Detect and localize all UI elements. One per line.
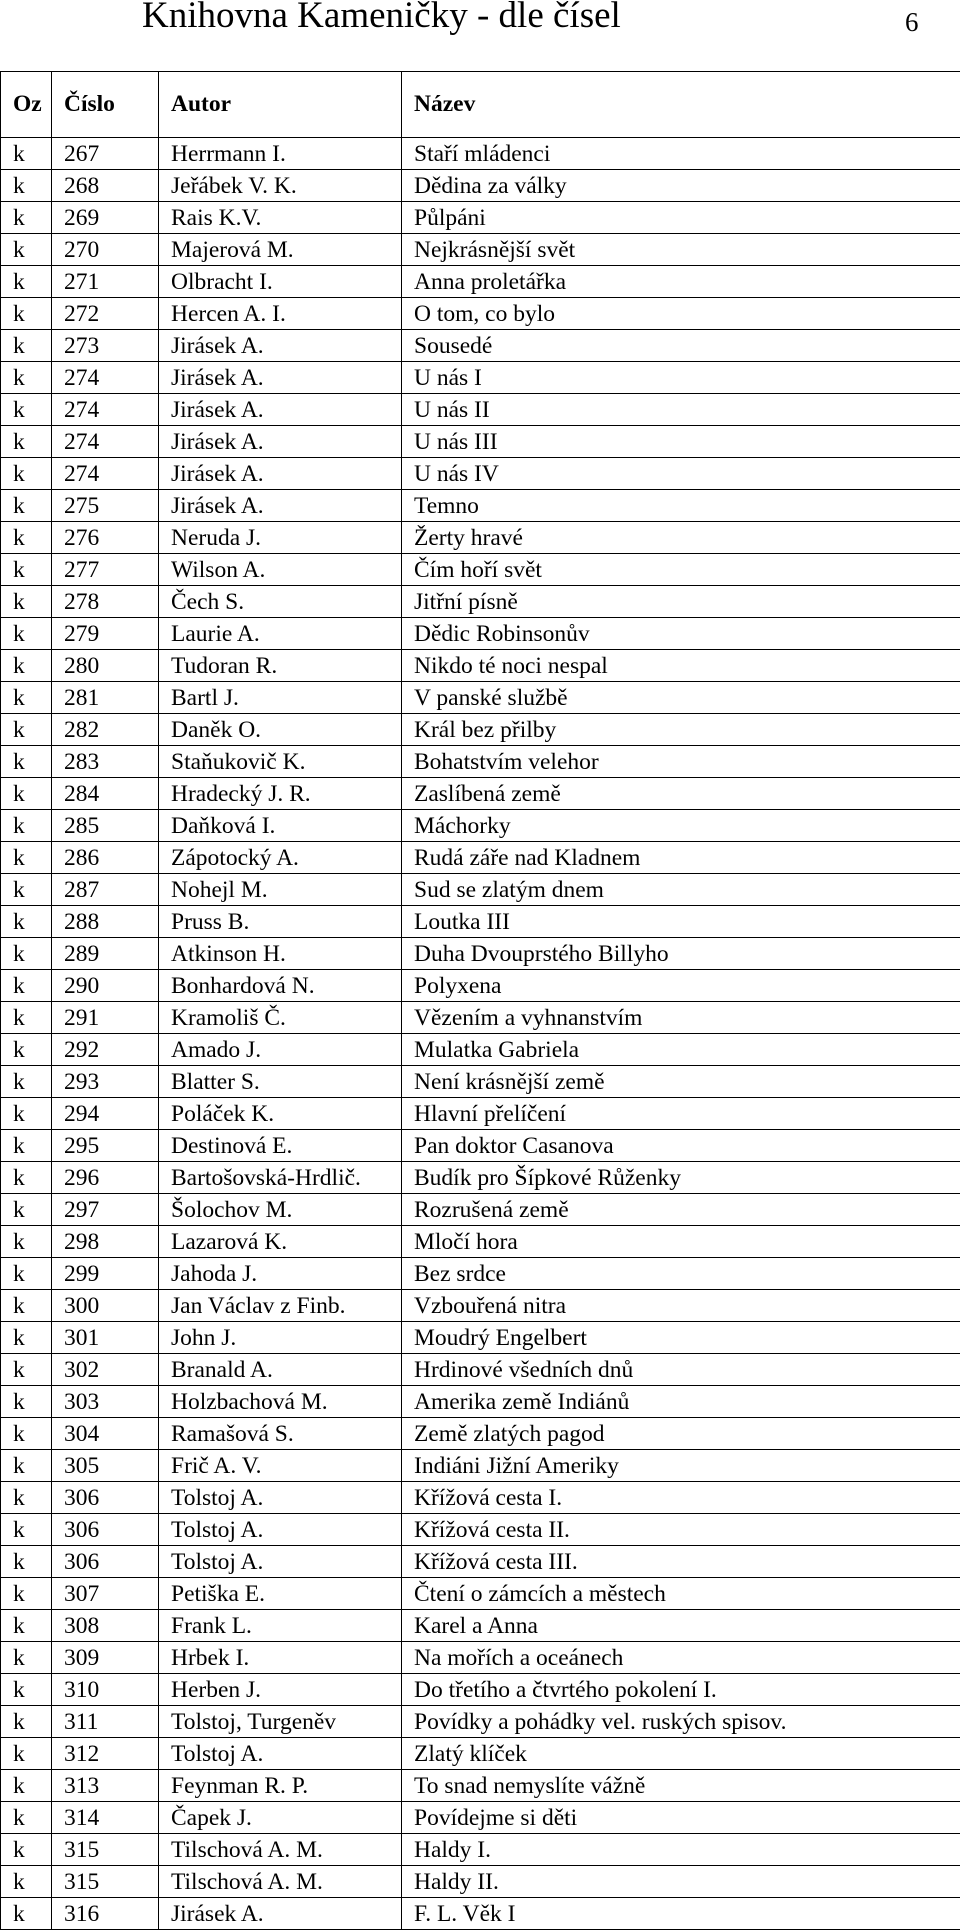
table-row xyxy=(1,970,960,1002)
table-row xyxy=(1,1482,960,1514)
cell-autor: Ramašová S. xyxy=(159,1418,402,1450)
cell-autor: Jirásek A. xyxy=(159,490,402,522)
cell-cislo: 274 xyxy=(52,426,159,458)
cell-autor: Jeřábek V. K. xyxy=(159,170,402,202)
cell-autor: Tolstoj A. xyxy=(159,1738,402,1770)
table-row xyxy=(1,234,960,266)
cell-oz: k xyxy=(1,266,52,298)
cell-oz: k xyxy=(1,746,52,778)
table-row xyxy=(1,810,960,842)
table-row xyxy=(1,1194,960,1226)
cell-nazev: Polyxena xyxy=(402,970,960,1002)
cell-nazev: Staří mládenci xyxy=(402,138,960,170)
cell-nazev: O tom, co bylo xyxy=(402,298,960,330)
cell-autor: Bartošovská-Hrdlič. xyxy=(159,1162,402,1194)
cell-cislo: 274 xyxy=(52,362,159,394)
cell-autor: Petiška E. xyxy=(159,1578,402,1610)
cell-nazev: U nás II xyxy=(402,394,960,426)
cell-oz: k xyxy=(1,1546,52,1578)
table-row xyxy=(1,1322,960,1354)
cell-autor: Herrmann I. xyxy=(159,138,402,170)
cell-autor: Daněk O. xyxy=(159,714,402,746)
table-row xyxy=(1,1450,960,1482)
cell-oz: k xyxy=(1,362,52,394)
cell-autor: Neruda J. xyxy=(159,522,402,554)
table-row xyxy=(1,394,960,426)
cell-cislo: 312 xyxy=(52,1738,159,1770)
cell-oz: k xyxy=(1,1770,52,1802)
cell-nazev: Dědic Robinsonův xyxy=(402,618,960,650)
cell-autor: Tolstoj A. xyxy=(159,1514,402,1546)
table-row xyxy=(1,906,960,938)
cell-autor: Destinová E. xyxy=(159,1130,402,1162)
table-row xyxy=(1,1802,960,1834)
cell-nazev: Křížová cesta II. xyxy=(402,1514,960,1546)
cell-oz: k xyxy=(1,394,52,426)
cell-autor: Jirásek A. xyxy=(159,362,402,394)
cell-cislo: 297 xyxy=(52,1194,159,1226)
table-row xyxy=(1,1770,960,1802)
cell-oz: k xyxy=(1,1162,52,1194)
cell-cislo: 282 xyxy=(52,714,159,746)
cell-autor: Zápotocký A. xyxy=(159,842,402,874)
cell-autor: Tolstoj, Turgeněv xyxy=(159,1706,402,1738)
cell-nazev: Hrdinové všedních dnů xyxy=(402,1354,960,1386)
cell-autor: Pruss B. xyxy=(159,906,402,938)
cell-autor: Wilson A. xyxy=(159,554,402,586)
cell-autor: Poláček K. xyxy=(159,1098,402,1130)
cell-autor: Bartl J. xyxy=(159,682,402,714)
cell-cislo: 291 xyxy=(52,1002,159,1034)
cell-autor: Rais K.V. xyxy=(159,202,402,234)
cell-nazev: Mulatka Gabriela xyxy=(402,1034,960,1066)
cell-cislo: 285 xyxy=(52,810,159,842)
cell-cislo: 298 xyxy=(52,1226,159,1258)
cell-autor: Atkinson H. xyxy=(159,938,402,970)
cell-oz: k xyxy=(1,458,52,490)
cell-oz: k xyxy=(1,1258,52,1290)
cell-nazev: Král bez přilby xyxy=(402,714,960,746)
cell-cislo: 278 xyxy=(52,586,159,618)
cell-nazev: Dědina za války xyxy=(402,170,960,202)
cell-cislo: 306 xyxy=(52,1546,159,1578)
cell-oz: k xyxy=(1,490,52,522)
header-oz: Oz xyxy=(1,72,52,138)
cell-oz: k xyxy=(1,586,52,618)
cell-oz: k xyxy=(1,1354,52,1386)
cell-cislo: 275 xyxy=(52,490,159,522)
cell-nazev: Do třetího a čtvrtého pokolení I. xyxy=(402,1674,960,1706)
table-row xyxy=(1,714,960,746)
table-row xyxy=(1,1834,960,1866)
cell-autor: Branald A. xyxy=(159,1354,402,1386)
cell-oz: k xyxy=(1,202,52,234)
cell-oz: k xyxy=(1,1226,52,1258)
cell-oz: k xyxy=(1,714,52,746)
table-row xyxy=(1,938,960,970)
cell-nazev: Křížová cesta III. xyxy=(402,1546,960,1578)
cell-cislo: 284 xyxy=(52,778,159,810)
cell-oz: k xyxy=(1,1642,52,1674)
cell-cislo: 269 xyxy=(52,202,159,234)
table-row xyxy=(1,1898,960,1930)
cell-autor: John J. xyxy=(159,1322,402,1354)
table-row xyxy=(1,842,960,874)
table-row xyxy=(1,1546,960,1578)
table-row xyxy=(1,874,960,906)
cell-autor: Hrbek I. xyxy=(159,1642,402,1674)
cell-autor: Jirásek A. xyxy=(159,394,402,426)
cell-oz: k xyxy=(1,1674,52,1706)
cell-nazev: Rozrušená země xyxy=(402,1194,960,1226)
cell-cislo: 309 xyxy=(52,1642,159,1674)
cell-nazev: V panské službě xyxy=(402,682,960,714)
cell-cislo: 268 xyxy=(52,170,159,202)
cell-autor: Olbracht I. xyxy=(159,266,402,298)
cell-cislo: 316 xyxy=(52,1898,159,1930)
cell-cislo: 274 xyxy=(52,394,159,426)
cell-cislo: 306 xyxy=(52,1514,159,1546)
cell-cislo: 311 xyxy=(52,1706,159,1738)
cell-cislo: 307 xyxy=(52,1578,159,1610)
cell-nazev: Povídky a pohádky vel. ruských spisov. xyxy=(402,1706,960,1738)
table-row xyxy=(1,1866,960,1898)
cell-cislo: 303 xyxy=(52,1386,159,1418)
cell-autor: Jirásek A. xyxy=(159,426,402,458)
cell-cislo: 276 xyxy=(52,522,159,554)
cell-cislo: 292 xyxy=(52,1034,159,1066)
table-row xyxy=(1,1098,960,1130)
cell-nazev: Anna proletářka xyxy=(402,266,960,298)
cell-nazev: Povídejme si děti xyxy=(402,1802,960,1834)
table-row xyxy=(1,1066,960,1098)
table-row xyxy=(1,746,960,778)
cell-autor: Frank L. xyxy=(159,1610,402,1642)
cell-cislo: 271 xyxy=(52,266,159,298)
table-row xyxy=(1,1002,960,1034)
cell-oz: k xyxy=(1,1866,52,1898)
table-row xyxy=(1,554,960,586)
cell-autor: Jahoda J. xyxy=(159,1258,402,1290)
cell-nazev: Není krásnější země xyxy=(402,1066,960,1098)
cell-autor: Kramoliš Č. xyxy=(159,1002,402,1034)
cell-oz: k xyxy=(1,1130,52,1162)
cell-nazev: U nás III xyxy=(402,426,960,458)
table-row xyxy=(1,650,960,682)
cell-nazev: Budík pro Šípkové Růženky xyxy=(402,1162,960,1194)
cell-cislo: 277 xyxy=(52,554,159,586)
cell-nazev: Zlatý klíček xyxy=(402,1738,960,1770)
cell-autor: Holzbachová M. xyxy=(159,1386,402,1418)
cell-oz: k xyxy=(1,970,52,1002)
cell-oz: k xyxy=(1,1482,52,1514)
cell-nazev: Sud se zlatým dnem xyxy=(402,874,960,906)
cell-oz: k xyxy=(1,554,52,586)
cell-cislo: 294 xyxy=(52,1098,159,1130)
cell-nazev: Čtení o zámcích a městech xyxy=(402,1578,960,1610)
table-body xyxy=(1,138,960,1930)
book-table xyxy=(0,71,960,1930)
cell-autor: Feynman R. P. xyxy=(159,1770,402,1802)
cell-oz: k xyxy=(1,298,52,330)
cell-nazev: Bohatstvím velehor xyxy=(402,746,960,778)
cell-nazev: Vzbouřená nitra xyxy=(402,1290,960,1322)
cell-nazev: Haldy II. xyxy=(402,1866,960,1898)
cell-oz: k xyxy=(1,1098,52,1130)
table-row xyxy=(1,1386,960,1418)
cell-oz: k xyxy=(1,1834,52,1866)
cell-nazev: Zaslíbená země xyxy=(402,778,960,810)
cell-oz: k xyxy=(1,1322,52,1354)
cell-cislo: 283 xyxy=(52,746,159,778)
cell-autor: Tilschová A. M. xyxy=(159,1834,402,1866)
table-row xyxy=(1,1514,960,1546)
cell-cislo: 286 xyxy=(52,842,159,874)
cell-oz: k xyxy=(1,1066,52,1098)
cell-nazev: Jitřní písně xyxy=(402,586,960,618)
cell-cislo: 288 xyxy=(52,906,159,938)
cell-cislo: 273 xyxy=(52,330,159,362)
cell-oz: k xyxy=(1,1738,52,1770)
cell-nazev: Amerika země Indiánů xyxy=(402,1386,960,1418)
table-row xyxy=(1,1354,960,1386)
cell-nazev: Sousedé xyxy=(402,330,960,362)
cell-oz: k xyxy=(1,1418,52,1450)
cell-oz: k xyxy=(1,1290,52,1322)
table-row xyxy=(1,202,960,234)
cell-autor: Hercen A. I. xyxy=(159,298,402,330)
cell-autor: Šolochov M. xyxy=(159,1194,402,1226)
cell-autor: Majerová M. xyxy=(159,234,402,266)
cell-oz: k xyxy=(1,778,52,810)
cell-autor: Jirásek A. xyxy=(159,458,402,490)
cell-cislo: 289 xyxy=(52,938,159,970)
table-row xyxy=(1,1738,960,1770)
header-cislo: Číslo xyxy=(52,72,159,138)
cell-cislo: 293 xyxy=(52,1066,159,1098)
cell-nazev: F. L. Věk I xyxy=(402,1898,960,1930)
cell-nazev: Indiáni Jižní Ameriky xyxy=(402,1450,960,1482)
cell-cislo: 280 xyxy=(52,650,159,682)
cell-autor: Tudoran R. xyxy=(159,650,402,682)
cell-nazev: Vězením a vyhnanstvím xyxy=(402,1002,960,1034)
cell-oz: k xyxy=(1,426,52,458)
cell-oz: k xyxy=(1,810,52,842)
cell-autor: Lazarová K. xyxy=(159,1226,402,1258)
cell-oz: k xyxy=(1,874,52,906)
table-row xyxy=(1,1130,960,1162)
cell-oz: k xyxy=(1,1898,52,1930)
cell-cislo: 281 xyxy=(52,682,159,714)
cell-oz: k xyxy=(1,938,52,970)
cell-nazev: To snad nemyslíte vážně xyxy=(402,1770,960,1802)
cell-cislo: 290 xyxy=(52,970,159,1002)
cell-nazev: Na mořích a oceánech xyxy=(402,1642,960,1674)
table-row xyxy=(1,586,960,618)
cell-autor: Čapek J. xyxy=(159,1802,402,1834)
cell-autor: Amado J. xyxy=(159,1034,402,1066)
cell-nazev: Hlavní přelíčení xyxy=(402,1098,960,1130)
table-row xyxy=(1,1226,960,1258)
cell-nazev: Mločí hora xyxy=(402,1226,960,1258)
table-row xyxy=(1,1610,960,1642)
table-row xyxy=(1,1578,960,1610)
cell-oz: k xyxy=(1,1450,52,1482)
cell-oz: k xyxy=(1,650,52,682)
cell-nazev: U nás IV xyxy=(402,458,960,490)
cell-oz: k xyxy=(1,1034,52,1066)
cell-autor: Jan Václav z Finb. xyxy=(159,1290,402,1322)
cell-autor: Nohejl M. xyxy=(159,874,402,906)
cell-nazev: Máchorky xyxy=(402,810,960,842)
cell-nazev: U nás I xyxy=(402,362,960,394)
table-row xyxy=(1,330,960,362)
cell-cislo: 295 xyxy=(52,1130,159,1162)
cell-nazev: Moudrý Engelbert xyxy=(402,1322,960,1354)
cell-autor: Jirásek A. xyxy=(159,1898,402,1930)
cell-nazev: Duha Dvouprstého Billyho xyxy=(402,938,960,970)
cell-cislo: 305 xyxy=(52,1450,159,1482)
cell-cislo: 315 xyxy=(52,1834,159,1866)
table-row xyxy=(1,426,960,458)
cell-oz: k xyxy=(1,842,52,874)
cell-autor: Čech S. xyxy=(159,586,402,618)
table-row xyxy=(1,1418,960,1450)
header-nazev: Název xyxy=(402,72,960,138)
cell-cislo: 300 xyxy=(52,1290,159,1322)
cell-autor: Bonhardová N. xyxy=(159,970,402,1002)
cell-nazev: Haldy I. xyxy=(402,1834,960,1866)
cell-oz: k xyxy=(1,682,52,714)
cell-oz: k xyxy=(1,522,52,554)
table-row xyxy=(1,778,960,810)
cell-cislo: 272 xyxy=(52,298,159,330)
cell-oz: k xyxy=(1,138,52,170)
table-row xyxy=(1,1642,960,1674)
cell-oz: k xyxy=(1,1610,52,1642)
cell-oz: k xyxy=(1,1802,52,1834)
cell-nazev: Čím hoří svět xyxy=(402,554,960,586)
cell-cislo: 308 xyxy=(52,1610,159,1642)
cell-autor: Hradecký J. R. xyxy=(159,778,402,810)
cell-oz: k xyxy=(1,170,52,202)
cell-oz: k xyxy=(1,1706,52,1738)
cell-nazev: Půlpáni xyxy=(402,202,960,234)
table-row xyxy=(1,682,960,714)
table-row xyxy=(1,1290,960,1322)
cell-cislo: 287 xyxy=(52,874,159,906)
table-row xyxy=(1,362,960,394)
cell-cislo: 314 xyxy=(52,1802,159,1834)
cell-autor: Tolstoj A. xyxy=(159,1482,402,1514)
table-row xyxy=(1,458,960,490)
cell-oz: k xyxy=(1,330,52,362)
cell-autor: Blatter S. xyxy=(159,1066,402,1098)
cell-oz: k xyxy=(1,1514,52,1546)
table-row xyxy=(1,618,960,650)
cell-nazev: Temno xyxy=(402,490,960,522)
cell-nazev: Pan doktor Casanova xyxy=(402,1130,960,1162)
cell-autor: Tolstoj A. xyxy=(159,1546,402,1578)
cell-cislo: 296 xyxy=(52,1162,159,1194)
cell-oz: k xyxy=(1,618,52,650)
cell-cislo: 306 xyxy=(52,1482,159,1514)
cell-oz: k xyxy=(1,1578,52,1610)
cell-oz: k xyxy=(1,906,52,938)
cell-autor: Staňukovič K. xyxy=(159,746,402,778)
page-number: 6 xyxy=(905,6,919,38)
cell-cislo: 301 xyxy=(52,1322,159,1354)
table-row xyxy=(1,298,960,330)
cell-cislo: 270 xyxy=(52,234,159,266)
cell-cislo: 279 xyxy=(52,618,159,650)
cell-cislo: 302 xyxy=(52,1354,159,1386)
cell-oz: k xyxy=(1,1386,52,1418)
cell-cislo: 299 xyxy=(52,1258,159,1290)
table-row xyxy=(1,1258,960,1290)
cell-cislo: 304 xyxy=(52,1418,159,1450)
cell-nazev: Loutka III xyxy=(402,906,960,938)
cell-nazev: Země zlatých pagod xyxy=(402,1418,960,1450)
cell-cislo: 313 xyxy=(52,1770,159,1802)
cell-cislo: 310 xyxy=(52,1674,159,1706)
cell-nazev: Nikdo té noci nespal xyxy=(402,650,960,682)
table-row xyxy=(1,266,960,298)
cell-nazev: Bez srdce xyxy=(402,1258,960,1290)
cell-autor: Tilschová A. M. xyxy=(159,1866,402,1898)
cell-oz: k xyxy=(1,1002,52,1034)
cell-cislo: 274 xyxy=(52,458,159,490)
cell-nazev: Nejkrásnější svět xyxy=(402,234,960,266)
table-row xyxy=(1,170,960,202)
table-row xyxy=(1,522,960,554)
cell-nazev: Křížová cesta I. xyxy=(402,1482,960,1514)
table-header-row xyxy=(1,72,960,138)
cell-cislo: 267 xyxy=(52,138,159,170)
table-row xyxy=(1,1674,960,1706)
table-row xyxy=(1,1706,960,1738)
cell-nazev: Žerty hravé xyxy=(402,522,960,554)
table-row xyxy=(1,1034,960,1066)
page-title: Knihovna Kameničky - dle čísel xyxy=(142,0,621,38)
cell-oz: k xyxy=(1,234,52,266)
table-row xyxy=(1,490,960,522)
cell-autor: Laurie A. xyxy=(159,618,402,650)
cell-cislo: 315 xyxy=(52,1866,159,1898)
cell-nazev: Karel a Anna xyxy=(402,1610,960,1642)
cell-nazev: Rudá záře nad Kladnem xyxy=(402,842,960,874)
cell-autor: Frič A. V. xyxy=(159,1450,402,1482)
cell-autor: Jirásek A. xyxy=(159,330,402,362)
cell-autor: Herben J. xyxy=(159,1674,402,1706)
cell-autor: Daňková I. xyxy=(159,810,402,842)
cell-oz: k xyxy=(1,1194,52,1226)
table-row xyxy=(1,138,960,170)
table-row xyxy=(1,1162,960,1194)
header-autor: Autor xyxy=(159,72,402,138)
